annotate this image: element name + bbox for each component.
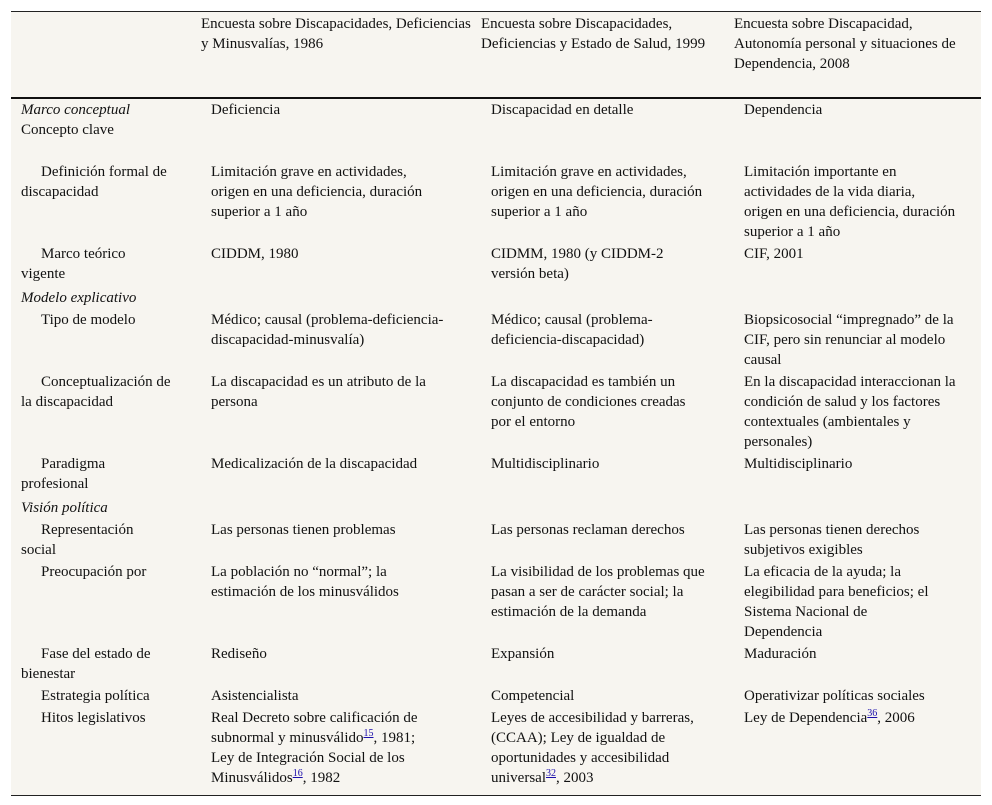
preocupacion-2008: La eficacia de la ayuda; la elegibilidad para beneficios; el Sistema Nacional de Dependencia [744,564,929,640]
fase-2008: Maduración [744,646,817,662]
paradigma-1986: Medicalización de la discapacidad [211,456,418,472]
marco-teorico-2008: CIF, 2001 [744,246,804,262]
tipo-modelo-2008: Biopsicosocial “impregnado” de la CIF, pero sin renunciar al modelo causal [744,312,954,368]
definicion-1986: Limitación grave en actividades, origen en una deficiencia, duración superior a 1 año [211,164,423,220]
preocupacion-1999: La visibilidad de los problemas que pasan a ser de carácter social; la estimación de la demanda [491,564,705,620]
hitos-2008-text-a: Ley de Dependencia [744,710,868,726]
header-rule [11,97,981,99]
hitos-1986 [211,708,441,788]
comparison-table [11,11,981,796]
tipo-modelo-label: Tipo de modelo [41,312,136,328]
concepto-label: Concepto clave [21,122,114,138]
estrategia-label: Estrategia política [41,688,150,704]
marco-teorico-1986: CIDDM, 1980 [211,246,299,262]
definicion-2008: Limitación importante en actividades de la vida diaria, origen en una deficiencia, duración superior a 1 año [744,164,956,240]
tipo-modelo-1986: Médico; causal (problema-deficiencia-discapacidad-minusvalía) [211,312,444,348]
estrategia-1999: Competencial [491,688,575,704]
section-marco-conceptual: Marco conceptual [21,102,130,118]
estrategia-1986: Asistencialista [211,688,299,704]
header-col-1999: Encuesta sobre Discapacidades, Deficiencias y Estado de Salud, 1999 [481,16,706,52]
hitos-1999 [491,708,711,788]
hitos-2008-text-b: , 2006 [877,710,915,726]
footnote-link-32[interactable]: 32 [545,768,556,779]
hitos-label: Hitos legislativos [41,710,146,726]
marco-teorico-label: Marco teórico vigente [21,246,126,282]
conceptualizacion-1999: La discapacidad es también un conjunto de condiciones creadas por el entorno [491,374,686,430]
representacion-1986: Las personas tienen problemas [211,522,396,538]
header-col-1986: Encuesta sobre Discapacidades, Deficiencias y Minusvalías, 1986 [201,16,471,52]
estrategia-2008: Operativizar políticas sociales [744,688,925,704]
representacion-2008: Las personas tienen derechos subjetivos exigibles [744,522,920,558]
hitos-1999-text-a: Leyes de accesibilidad y barreras, (CCAA); Ley de igualdad de oportunidades y accesibilidad universal [491,710,694,786]
hitos-1986-text-b: , 1981; Ley de Integración Social de los Minusválidos [211,730,416,786]
footnote-link-16[interactable]: 16 [292,768,303,779]
concepto-2008: Dependencia [744,102,823,118]
representacion-1999: Las personas reclaman derechos [491,522,685,538]
conceptualizacion-2008: En la discapacidad interaccionan la condición de salud y los factores contextuales (ambientales y personales) [744,374,956,450]
preocupacion-label: Preocupación por [41,564,147,580]
hitos-2008 [744,708,974,728]
fase-1986: Rediseño [211,646,267,662]
representacion-label: Representación social [21,522,134,558]
row-concepto-label [21,100,187,140]
section-vision-politica: Visión política [21,500,108,516]
paradigma-1999: Multidisciplinario [491,456,600,472]
definicion-1999: Limitación grave en actividades, origen en una deficiencia, duración superior a 1 año [491,164,703,220]
paradigma-2008: Multidisciplinario [744,456,853,472]
concepto-1999: Discapacidad en detalle [491,102,634,118]
header-col-2008: Encuesta sobre Discapacidad, Autonomía personal y situaciones de Dependencia, 2008 [734,16,956,72]
concepto-1986: Deficiencia [211,102,281,118]
section-modelo-explicativo: Modelo explicativo [21,290,137,306]
marco-teorico-1999: CIDMM, 1980 (y CIDDM-2 versión beta) [491,246,664,282]
preocupacion-1986: La población no “normal”; la estimación de los minusválidos [211,564,399,600]
fase-1999: Expansión [491,646,555,662]
hitos-1999-text-b: , 2003 [555,770,594,786]
fase-label: Fase del estado de bienestar [21,646,151,682]
hitos-1986-text-a: Real Decreto sobre calificación de subnormal y minusválido [211,710,418,746]
hitos-1986-text-c: , 1982 [302,770,341,786]
definicion-label: Definición formal de discapacidad [21,164,167,200]
conceptualizacion-label: Conceptualización de la discapacidad [21,374,171,410]
paradigma-label: Paradigma profesional [21,456,106,492]
footnote-link-36[interactable]: 36 [867,708,878,719]
footnote-link-15[interactable]: 15 [363,728,374,739]
conceptualizacion-1986: La discapacidad es un atributo de la persona [211,374,426,410]
tipo-modelo-1999: Médico; causal (problema-deficiencia-discapacidad) [491,312,653,348]
